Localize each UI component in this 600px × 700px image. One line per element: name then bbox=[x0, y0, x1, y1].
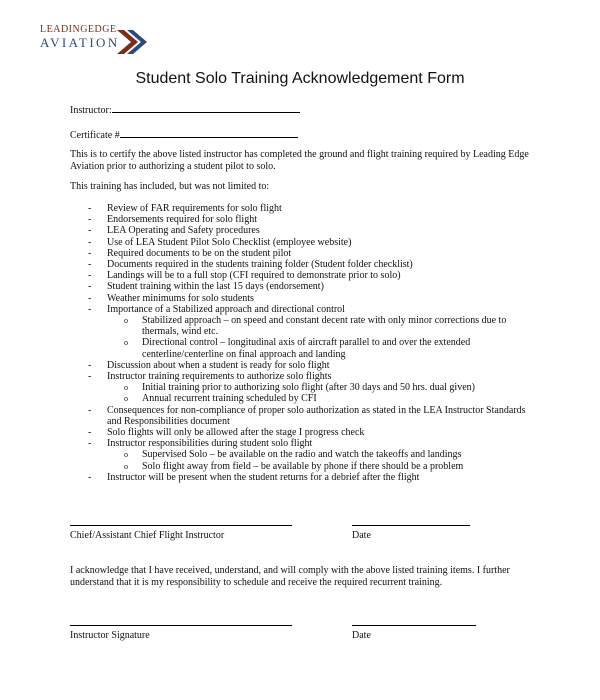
list-item-text: Documents required in the students training folder (Student folder checklist) bbox=[107, 259, 413, 271]
list-item bbox=[70, 438, 530, 472]
list-item-text: Endorsements required for solo flight bbox=[107, 214, 257, 226]
list-item-text: Solo flights will only be allowed after the stage I progress check bbox=[107, 427, 365, 439]
sub-list bbox=[107, 382, 530, 404]
sub-list-item: o Initial training prior to authorizing solo flight (after 30 days and 50 hrs. dual given) bbox=[70, 382, 530, 393]
certificate-label: Certificate # bbox=[70, 130, 120, 141]
chief-date-line[interactable] bbox=[352, 525, 470, 526]
chief-signature-label: Chief/Assistant Chief Flight Instructor bbox=[70, 530, 225, 541]
list-item bbox=[70, 225, 530, 236]
sub-list-item: o Directional control – longitudinal axis of aircraft parallel to and over the extended centerline/centerline on final approach and landing bbox=[70, 337, 530, 359]
list-item-text: Consequences for non-compliance of proper solo authorization as stated in the LEA Instructor Standards and Responsibilities document bbox=[107, 404, 526, 427]
chief-signature-line[interactable] bbox=[70, 525, 292, 526]
logo-arrow-icon bbox=[117, 30, 147, 54]
list-item-text: Review of FAR requirements for solo flight bbox=[107, 203, 282, 214]
list-item-text: Landings will be to a full stop (CFI required to demonstrate prior to solo) bbox=[107, 270, 401, 282]
logo-line1: LEADINGEDGE bbox=[40, 24, 117, 35]
list-item bbox=[70, 259, 530, 270]
list-item-text: Instructor will be present when the student returns for a debrief after the flight bbox=[107, 471, 420, 483]
list-item bbox=[70, 237, 530, 248]
list-item bbox=[70, 270, 530, 281]
instructor-field[interactable] bbox=[70, 102, 300, 117]
list-item bbox=[70, 281, 530, 292]
acknowledge-paragraph: I acknowledge that I have received, understand, and will comply with the above listed training items. I further understand that it is my responsibility to schedule and receive the required recurrent training. bbox=[70, 565, 510, 588]
list-item-text: Discussion about when a student is ready for solo flight bbox=[107, 359, 330, 371]
instructor-signature-line[interactable] bbox=[70, 625, 292, 626]
instructor-date-line[interactable] bbox=[352, 625, 476, 626]
certificate-field[interactable] bbox=[70, 127, 298, 142]
list-item bbox=[70, 203, 530, 214]
company-logo bbox=[40, 24, 160, 64]
list-item bbox=[70, 214, 530, 225]
list-item bbox=[70, 405, 530, 427]
list-item bbox=[70, 248, 530, 259]
logo-line2: AVIATION bbox=[40, 35, 120, 50]
instructor-signature-label: Instructor Signature bbox=[70, 630, 150, 641]
list-item bbox=[70, 304, 530, 360]
instructor-label: Instructor: bbox=[70, 105, 112, 116]
sub-list-item: o Supervised Solo – be available on the radio and watch the takeoffs and landings bbox=[70, 449, 530, 460]
list-item-text: Weather minimums for solo students bbox=[107, 292, 254, 304]
list-item bbox=[70, 293, 530, 304]
list-item-text: Importance of a Stabilized approach and directional control bbox=[107, 303, 345, 315]
included-paragraph: This training has included, but was not limited to: bbox=[70, 181, 270, 192]
sub-list-item: o Annual recurrent training scheduled by CFI bbox=[70, 393, 530, 404]
list-item-text: Instructor responsibilities during student solo flight bbox=[107, 438, 313, 450]
list-item-text: Use of LEA Student Pilot Solo Checklist (employee website) bbox=[107, 236, 352, 248]
intro-paragraph: This is to certify the above listed instructor has completed the ground and flight training required by Leading Edge Aviation prior to authorizing a student pilot to solo. bbox=[70, 149, 529, 172]
training-items-list bbox=[70, 203, 530, 483]
sub-list bbox=[107, 315, 530, 360]
sub-list bbox=[107, 449, 530, 471]
list-item bbox=[70, 371, 530, 405]
list-item bbox=[70, 427, 530, 438]
sub-list-item: o Stabilized approach – on speed and constant decent rate with only minor corrections due to thermals, wind etc. bbox=[70, 315, 530, 337]
chief-date-label: Date bbox=[352, 530, 371, 541]
form-title: Student Solo Training Acknowledgement Form bbox=[135, 70, 465, 87]
list-item bbox=[70, 360, 530, 371]
sub-list-item: o Solo flight away from field – be available by phone if there should be a problem bbox=[70, 461, 530, 472]
list-item-text: Instructor training requirements to authorize solo flights bbox=[107, 371, 332, 383]
list-item-text: LEA Operating and Safety procedures bbox=[107, 225, 260, 237]
certificate-blank[interactable] bbox=[120, 127, 298, 138]
list-item-text: Student training within the last 15 days (endorsement) bbox=[107, 281, 324, 293]
list-item-text: Required documents to be on the student pilot bbox=[107, 247, 292, 259]
instructor-blank[interactable] bbox=[112, 102, 300, 113]
instructor-date-label: Date bbox=[352, 630, 371, 641]
list-item bbox=[70, 472, 530, 483]
